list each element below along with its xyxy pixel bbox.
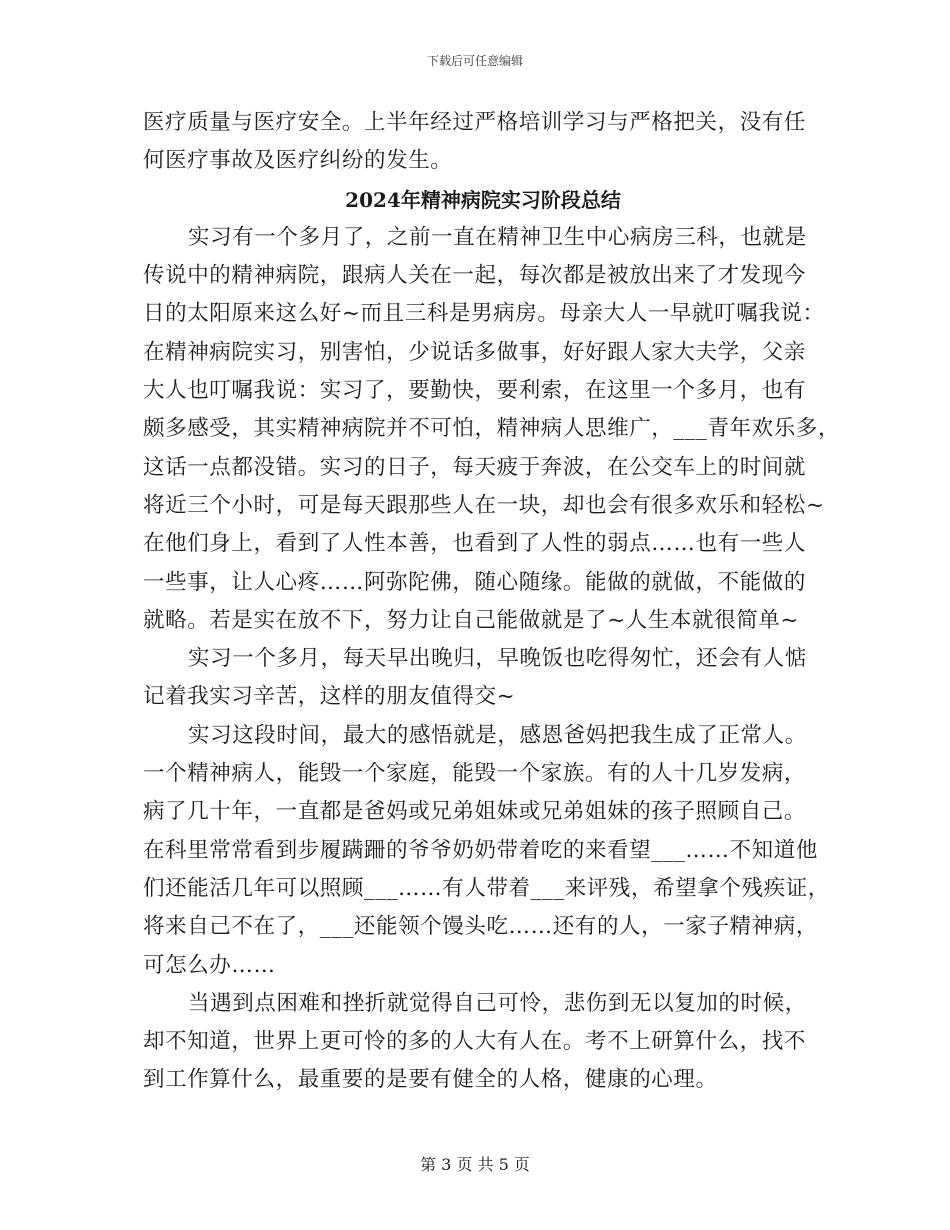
paragraph-line: 就略。若是实在放不下，努力让自己能做就是了~人生本就很简单~	[143, 607, 800, 633]
paragraph-line: 可怎么办……	[143, 952, 276, 978]
paragraph-line: 传说中的精神病院，跟病人关在一起，每次都是被放出来了才发现今	[143, 263, 807, 289]
paragraph-line: 记着我实习辛苦，这样的朋友值得交~	[143, 684, 516, 710]
paragraph-line: 实习一个多月，每天早出晚归，早晚饭也吃得匆忙，还会有人惦	[188, 646, 807, 672]
paragraph-line: 一些事，让人心疼……阿弥陀佛，随心随缘。能做的就做，不能做的	[143, 569, 807, 595]
paragraph-line: 将近三个小时，可是每天跟那些人在一块，却也会有很多欢乐和轻松~	[143, 492, 825, 518]
paragraph-line: 在精神病院实习，别害怕，少说话多做事，好好跟人家大夫学，父亲	[143, 339, 807, 365]
paragraph-line: 在他们身上，看到了人性本善，也看到了人性的弱点……也有一些人	[143, 531, 807, 557]
paragraph-line: 当遇到点困难和挫折就觉得自己可怜，悲伤到无以复加的时候，	[188, 990, 807, 1016]
paragraph-line: 将来自己不在了，___还能领个馒头吃……还有的人，一家子精神病，	[143, 914, 818, 940]
paragraph-4	[143, 985, 823, 1100]
paragraph-line: 大人也叮嘱我说：实习了，要勤快，要利索，在这里一个多月，也有	[143, 378, 807, 404]
document-title: 2024年精神病院实习阶段总结	[345, 187, 621, 212]
page-header-note: 下载后可任意编辑	[426, 54, 523, 68]
paragraph-line: 颇多感受，其实精神病院并不可怕，精神病人思维广，___青年欢乐多，	[143, 416, 841, 442]
paragraph-line: 病了几十年，一直都是爸妈或兄弟姐妹或兄弟姐妹的孩子照顾自己。	[143, 799, 807, 825]
paragraph-line: 一个精神病人，能毁一个家庭，能毁一个家族。有的人十几岁发病，	[143, 761, 807, 787]
intro-line: 何医疗事故及医疗纠纷的发生。	[143, 148, 453, 174]
intro-line: 医疗质量与医疗安全。上半年经过严格培训学习与严格把关，没有任	[143, 110, 807, 135]
paragraph-line: 实习有一个多月了，之前一直在精神卫生中心病房三科，也就是	[188, 224, 807, 250]
paragraph-line: 实习这段时间，最大的感悟就是，感恩爸妈把我生成了正常人。	[188, 722, 807, 748]
page-number: 第 3 页 共 5 页	[420, 1155, 530, 1174]
paragraph-line: 们还能活几年可以照顾___……有人带着___来评残，希望拿个残疾证，	[143, 875, 830, 901]
paragraph-line: 这话一点都没错。实习的日子，每天疲于奔波，在公交车上的时间就	[143, 454, 807, 480]
paragraph-line: 日的太阳原来这么好~而且三科是男病房。母亲大人一早就叮嘱我说：	[143, 301, 825, 327]
paragraph-line: 在科里常常看到步履蹒跚的爷爷奶奶带着吃的来看望___……不知道他	[143, 837, 818, 863]
paragraph-1	[143, 219, 841, 640]
paragraph-line: 却不知道，世界上更可怜的多的人大有人在。考不上研算什么，找不	[143, 1029, 807, 1055]
paragraph-line: 到工作算什么，最重要的是要有健全的人格，健康的心理。	[143, 1067, 718, 1093]
document-body	[143, 104, 841, 1100]
paragraph-2	[143, 640, 823, 717]
paragraph-3	[143, 717, 830, 985]
